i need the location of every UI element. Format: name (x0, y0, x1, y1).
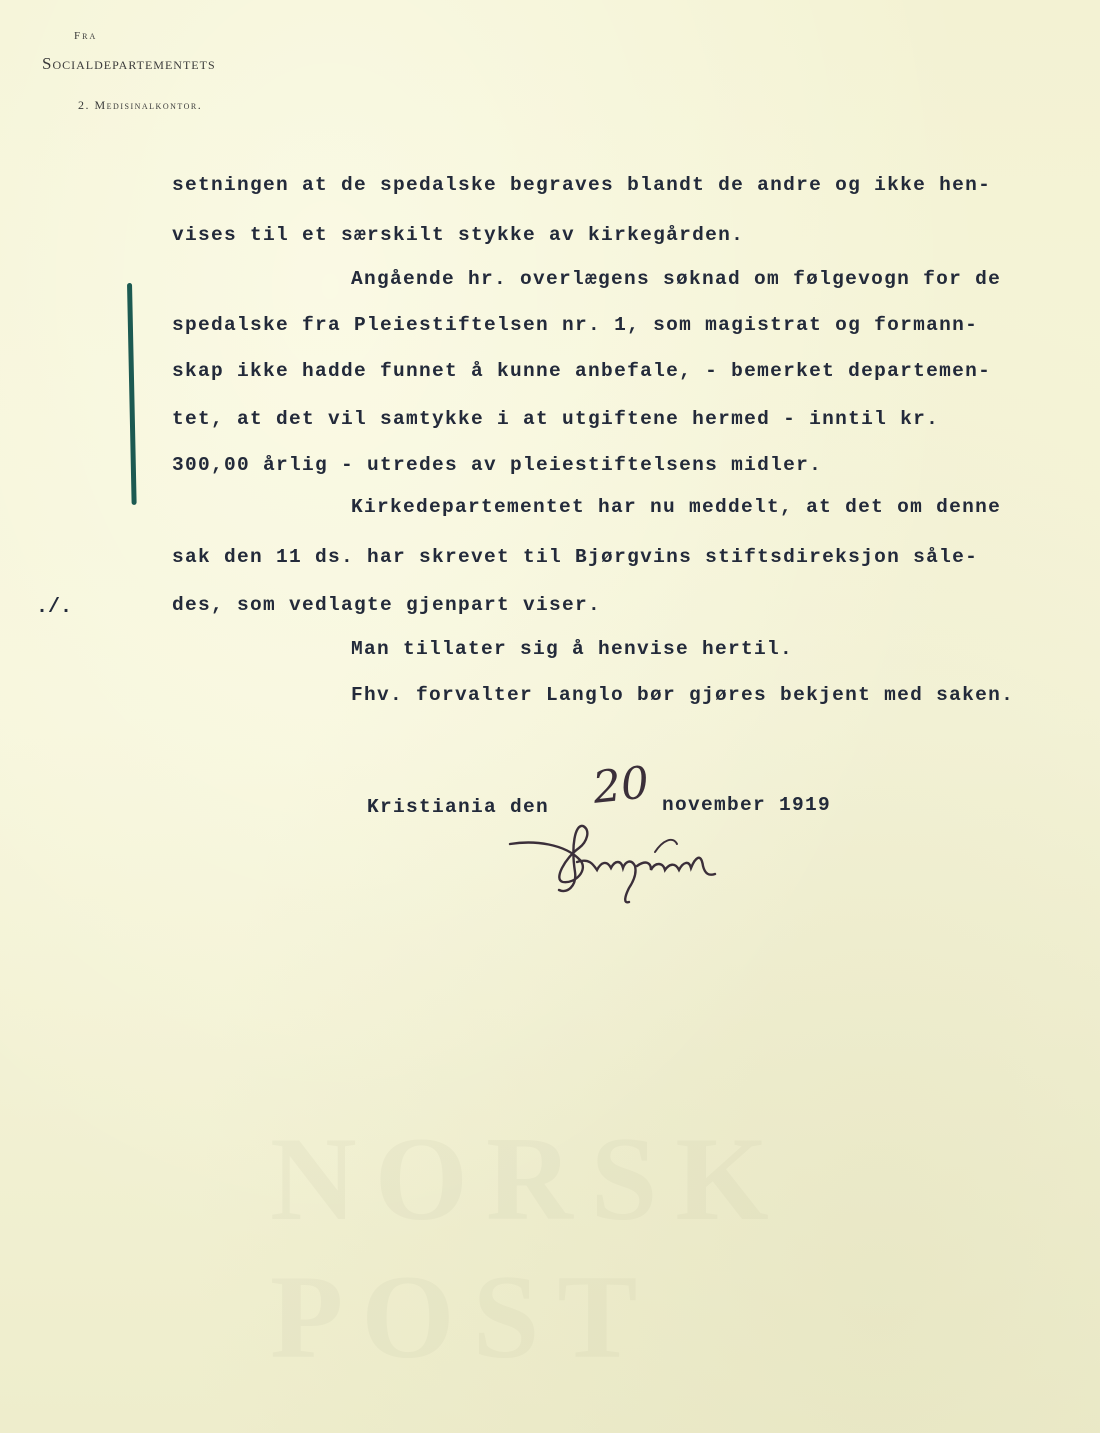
date-prefix: Kristiania den (367, 796, 550, 818)
date-month-year: november 1919 (662, 794, 832, 816)
body-line-7: 300,00 årlig - utredes av pleiestiftelsens midler. (172, 454, 823, 476)
date-day-handwritten: 20 (590, 757, 652, 814)
letterhead-office: 2. Medisinalkontor. (78, 98, 203, 112)
letterhead-department: Socialdepartementets (42, 54, 216, 73)
body-line-9: sak den 11 ds. har skrevet til Bjørgvins stiftsdireksjon såle- (172, 546, 979, 568)
body-line-3: Angående hr. overlægens søknad om følgevogn for de (351, 268, 1002, 290)
enclosure-mark: ./. (36, 596, 73, 619)
body-line-8: Kirkedepartementet har nu meddelt, at det om denne (351, 496, 1002, 518)
body-line-11: Man tillater sig å henvise hertil. (351, 638, 794, 660)
body-line-2: vises til et særskilt stykke av kirkegården. (172, 224, 745, 246)
paper-watermark: NORSK POST (270, 1112, 787, 1383)
body-line-10: des, som vedlagte gjenpart viser. (172, 594, 602, 616)
body-line-4: spedalske fra Pleiestiftelsen nr. 1, som magistrat og formann- (172, 314, 979, 336)
body-line-6: tet, at det vil samtykke i at utgiftene hermed - inntil kr. (172, 408, 940, 430)
margin-pen-stroke (127, 283, 137, 505)
signature (505, 822, 730, 912)
body-line-5: skap ikke hadde funnet å kunne anbefale, - bemerket departemen- (172, 360, 992, 382)
body-line-12: Fhv. forvalter Langlo bør gjøres bekjent med saken. (351, 684, 1015, 706)
letterhead-from: Fra (74, 30, 98, 42)
body-line-1: setningen at de spedalske begraves blandt de andre og ikke hen- (172, 174, 992, 196)
